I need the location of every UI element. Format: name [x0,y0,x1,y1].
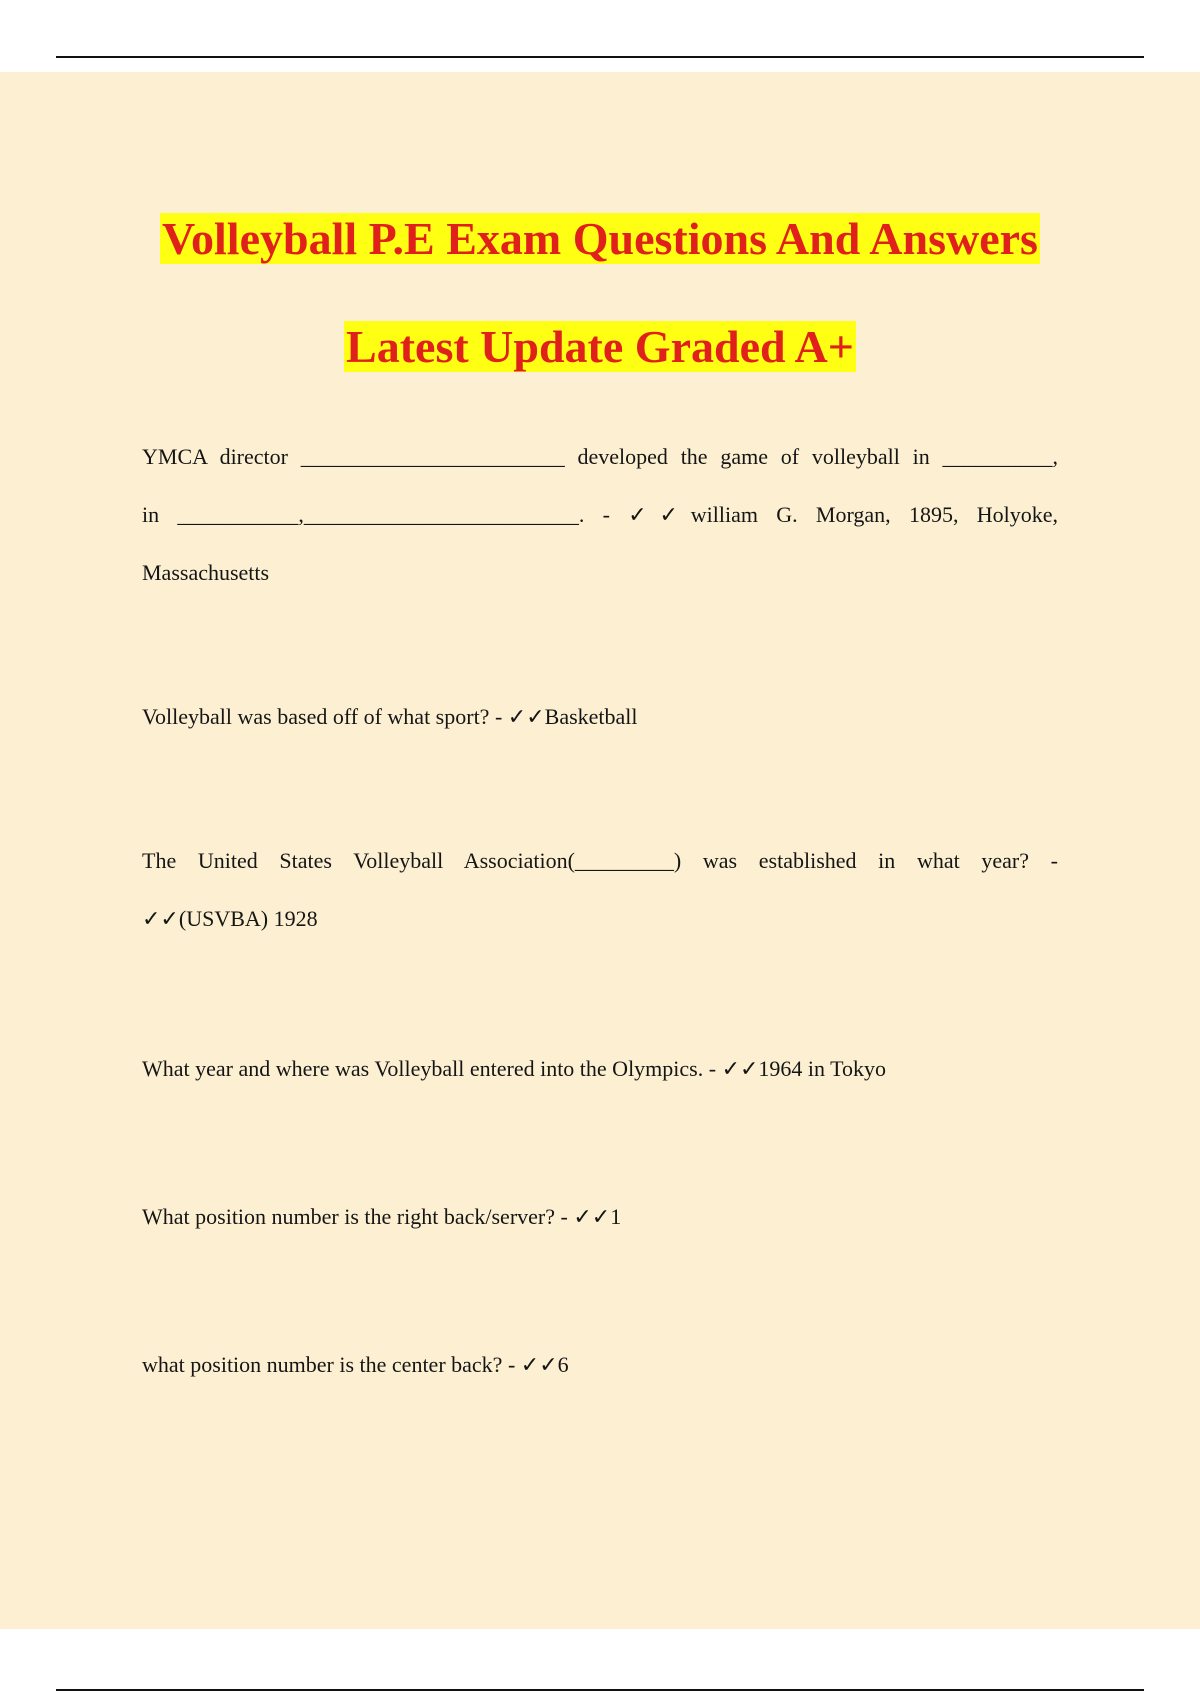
question-text-line: The United States Volleyball Association(_________) was established in what year? - [142,848,1058,873]
question-text-line: Massachusetts [142,560,270,585]
document-title-line-2 [0,320,1200,374]
document-page [0,72,1200,1629]
question-text-line: Volleyball was based off of what sport? - ✓✓Basketball [142,704,638,729]
question-text-line: What year and where was Volleyball entered into the Olympics. - ✓✓1964 in Tokyo [142,1056,887,1081]
question-text-line: What position number is the right back/server? - ✓✓1 [142,1204,622,1229]
title-highlight: Latest Update Graded A+ [346,321,854,372]
question-text-line: in ___________,_________________________. - ✓✓william G. Morgan, 1895, Holyoke, [142,502,1058,527]
header-rule [56,56,1144,58]
question-text-line: ✓✓(USVBA) 1928 [142,906,318,931]
footer-rule [56,1689,1144,1691]
title-highlight: Volleyball P.E Exam Questions And Answers [162,213,1038,264]
document-title-line-1 [0,212,1200,266]
question-text-line: what position number is the center back? - ✓✓6 [142,1352,569,1377]
question-text-line: YMCA director ________________________ developed the game of volleyball in __________, [142,444,1058,469]
